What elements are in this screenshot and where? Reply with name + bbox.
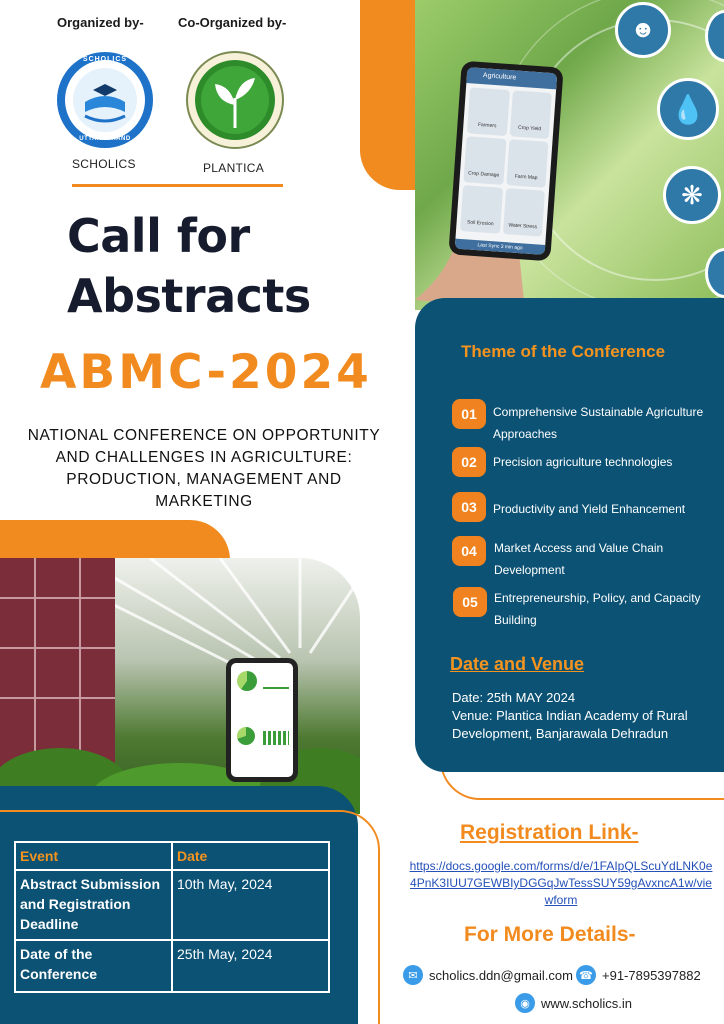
website-contact[interactable] (515, 993, 632, 1013)
pie-chart-icon (237, 671, 257, 691)
theme-item-line: Comprehensive Sustainable Agriculture (493, 405, 704, 419)
theme-item-line: Productivity and Yield Enhancement (493, 502, 686, 516)
registration-heading: Registration Link- (460, 821, 639, 844)
registration-link[interactable] (400, 858, 722, 909)
call-title-line2: Abstracts (67, 269, 311, 323)
registration-link-line[interactable]: 4PnK3IUU7GEWBIyDGGqJwTessSUY59gAvxncA1w/vie (410, 876, 712, 890)
theme-number-badge: 02 (452, 447, 486, 477)
smartphone (448, 61, 563, 262)
theme-heading: Theme of the Conference (461, 342, 666, 361)
plantica-caption: PLANTICA (203, 161, 265, 175)
theme-item-line: Precision agriculture technologies (493, 455, 673, 469)
theme-item-line: Development (494, 563, 565, 577)
app-tile-label: Crop Damage (468, 170, 500, 179)
theme-item (493, 451, 718, 473)
app-tile (509, 90, 552, 139)
theme-item (494, 537, 719, 581)
subtitle-line: AND CHALLENGES IN AGRICULTURE: (55, 449, 353, 466)
venue-line: Development, Banjarawala Dehradun (452, 726, 669, 741)
theme-number-badge: 05 (453, 587, 487, 617)
bar-chart-icon (263, 731, 289, 745)
website-text[interactable]: www.scholics.in (541, 995, 633, 1011)
theme-number-badge: 04 (452, 536, 486, 566)
app-tile-label: Soil Erosion (466, 219, 494, 228)
app-tile (460, 185, 503, 234)
scholics-ring-top-text: SCHOLICS (82, 56, 128, 63)
greenhouse-photo (0, 558, 360, 814)
subtitle-line: PRODUCTION, MANAGEMENT AND (66, 471, 342, 488)
co-organized-by-label: Co-Organized by- (178, 15, 287, 30)
app-tile (463, 136, 506, 185)
table-header-date: Date (172, 842, 329, 870)
email-text[interactable]: scholics.ddn@gmail.com (429, 967, 573, 983)
orange-accent-top (360, 0, 416, 190)
app-tile-label: Farm Map (514, 173, 538, 182)
app-tile (502, 188, 545, 237)
table-header-row (15, 842, 329, 870)
date-venue-heading: Date and Venue (450, 654, 585, 674)
call-title-line1: Call for (67, 209, 250, 263)
table-row (15, 870, 329, 940)
theme-item-line: Building (494, 613, 537, 627)
venue-line: Venue: Plantica Indian Academy of Rural (452, 708, 688, 723)
phone-contact[interactable] (576, 965, 701, 985)
phone-text[interactable]: +91-7895397882 (602, 967, 701, 983)
app-tile-label: Crop Yield (517, 124, 542, 133)
table-cell-event: Abstract Submission and Registration Deadline (15, 870, 172, 940)
theme-number-badge: 01 (452, 399, 486, 429)
theme-item-line: Approaches (493, 427, 558, 441)
subtitle-line: MARKETING (155, 493, 253, 510)
phone-icon: ☎ (576, 965, 596, 985)
event-code-title: ABMC-2024 (40, 345, 372, 400)
water-drop-icon: 💧 (657, 78, 719, 140)
table-cell-date: 25th May, 2024 (172, 940, 329, 992)
theme-item (493, 498, 718, 520)
email-contact[interactable] (403, 965, 573, 985)
scholics-ring-bottom-text: UTTARAKHAND (79, 136, 131, 142)
tablet-device (226, 658, 298, 782)
more-details-heading: For More Details- (464, 923, 636, 946)
schedule-table (14, 841, 330, 993)
registration-link-line[interactable]: https://docs.google.com/forms/d/e/1FAIpQLScuYdLNK0e (409, 859, 713, 873)
table-cell-date: 10th May, 2024 (172, 870, 329, 940)
plantica-logo (185, 50, 285, 150)
table-header-event: Event (15, 842, 172, 870)
globe-icon: ◉ (515, 993, 535, 1013)
table-cell-event: Date of the Conference (15, 940, 172, 992)
theme-item (493, 401, 718, 445)
theme-item-line: Market Access and Value Chain (494, 541, 664, 555)
scholics-logo (55, 50, 155, 150)
mail-icon: ✉ (403, 965, 423, 985)
app-tile-label: Farmers (477, 121, 497, 130)
table-row (15, 940, 329, 992)
theme-item-line: Entrepreneurship, Policy, and Capacity (494, 591, 701, 605)
theme-item (494, 587, 719, 631)
pie-chart-icon (237, 727, 255, 745)
line-chart-icon (263, 673, 289, 689)
registration-link-line[interactable]: wform (544, 893, 578, 907)
app-tile-label: Water Stress (508, 222, 538, 231)
phone-app-title: Agriculture (482, 72, 517, 82)
app-tile (506, 139, 549, 188)
subtitle-line: NATIONAL CONFERENCE ON OPPORTUNITY (27, 427, 381, 444)
date-venue-details (452, 689, 717, 743)
theme-number-badge: 03 (452, 492, 486, 522)
bug-icon: ❋ (663, 166, 721, 224)
organizers-underline (72, 184, 283, 187)
conference-subtitle (10, 425, 398, 513)
app-tile (467, 87, 510, 136)
event-date-line: Date: 25th MAY 2024 (452, 690, 576, 705)
organized-by-label: Organized by- (57, 15, 144, 30)
phone-app-footer: Last Sync 3 min ago (455, 239, 545, 255)
smart-farming-photo (415, 0, 724, 310)
scholics-caption: SCHOLICS (72, 157, 136, 171)
farmer-icon: ☻ (615, 2, 671, 58)
